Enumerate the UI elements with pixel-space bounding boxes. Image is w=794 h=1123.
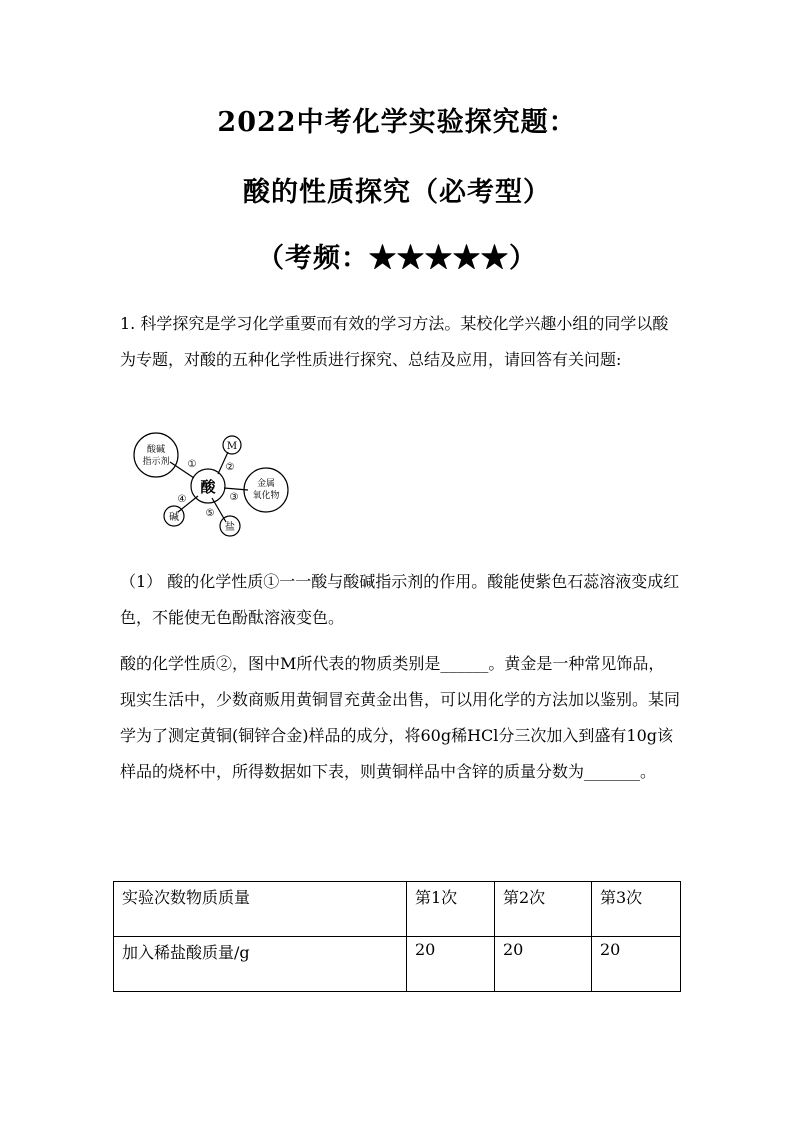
table-header-cell: 第2次	[495, 882, 592, 937]
number-2-label: ②	[225, 462, 235, 473]
m-label: M	[226, 441, 238, 452]
table-row	[114, 937, 681, 992]
salt-label: 盐	[225, 522, 235, 533]
document-subtitle: 酸的性质探究（必考型）	[243, 177, 551, 208]
table-header-cell: 第1次	[407, 882, 495, 937]
experiment-data-table	[113, 881, 681, 992]
indicator-label-1: 酸碱	[146, 445, 166, 455]
table-cell: 20	[592, 937, 681, 992]
metal-oxide-label-2: 氧化物	[252, 491, 280, 501]
table-header-cell: 第3次	[592, 882, 681, 937]
document-title: 2022中考化学实验探究题：	[217, 107, 577, 138]
question-intro: 1. 科学探究是学习化学重要而有效的学习方法。某校化学兴趣小组的同学以酸为专题，对酸的五种化学性质进行探究、总结及应用，请回答有关问题:	[120, 314, 669, 369]
number-3-label: ③	[229, 492, 239, 503]
acid-center-label: 酸	[200, 478, 216, 496]
frequency-rating: （考频：★★★★★）	[257, 243, 537, 274]
number-4-label: ④	[177, 494, 187, 505]
table-cell: 加入稀盐酸质量/g	[114, 937, 407, 992]
question-part-2: 酸的化学性质②，图中M所代表的物质类别是______。黄金是一种常见饰品，现实生活中，少数商贩用黄铜冒充黄金出售，可以用化学的方法加以鉴别。某同学为了测定黄铜(铜锌合金)样品的成分，将60g稀HCl分三次加入到盛有10g该样品的烧杯中，所得数据如下表，则黄铜样品中含锌的质量分数为_______。	[120, 654, 681, 781]
table-header-cell: 实验次数物质质量	[114, 882, 407, 937]
metal-oxide-label-1: 金属	[256, 479, 276, 489]
base-label: 碱	[169, 512, 179, 523]
acid-properties-diagram	[126, 430, 291, 538]
number-1-label: ①	[187, 459, 197, 470]
number-5-label: ⑤	[205, 508, 215, 519]
table-cell: 20	[495, 937, 592, 992]
indicator-label-2: 指示剂	[142, 457, 170, 467]
table-cell: 20	[407, 937, 495, 992]
question-part-1: （1） 酸的化学性质①一一酸与酸碱指示剂的作用。酸能使紫色石蕊溶液变成红色，不能使无色酚酞溶液变色。	[120, 572, 680, 627]
table-header-row	[114, 882, 681, 937]
